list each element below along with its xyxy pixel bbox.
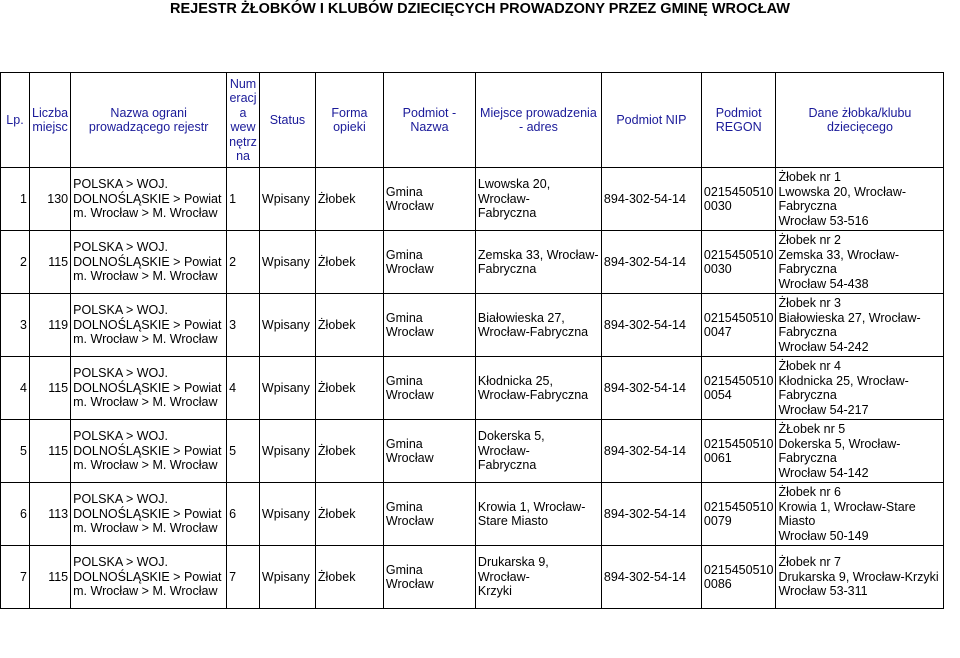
row-organ: POLSKA > WOJ. DOLNOŚLĄSKIE > Powiat m. Wrocław > M. Wrocław — [71, 546, 227, 609]
row-status: Wpisany — [259, 231, 315, 294]
table-row — [1, 294, 944, 357]
row-numeracja: 3 — [227, 294, 260, 357]
row-organ: POLSKA > WOJ. DOLNOŚLĄSKIE > Powiat m. Wrocław > M. Wrocław — [71, 168, 227, 231]
header-numeracja: Num eracj a wew nętrz na — [227, 73, 260, 168]
row-forma: Żłobek — [315, 357, 383, 420]
row-regon: 0215450510 0061 — [701, 420, 776, 483]
row-liczba-miejsc: 115 — [30, 357, 71, 420]
row-status: Wpisany — [259, 294, 315, 357]
row-dane: Żłobek nr 7 Drukarska 9, Wrocław-Krzyki Wrocław 53-311 — [776, 546, 944, 609]
row-numeracja: 6 — [227, 483, 260, 546]
row-miejsce: Dokerska 5, Wrocław- Fabryczna — [475, 420, 601, 483]
table-row — [1, 546, 944, 609]
row-miejsce: Zemska 33, Wrocław- Fabryczna — [475, 231, 601, 294]
row-nip: 894-302-54-14 — [601, 294, 701, 357]
row-numeracja: 5 — [227, 420, 260, 483]
table-row — [1, 231, 944, 294]
row-liczba-miejsc: 130 — [30, 168, 71, 231]
header-dane: Dane żłobka/klubu dziecięcego — [776, 73, 944, 168]
row-lp: 7 — [1, 546, 30, 609]
row-regon: 0215450510 0054 — [701, 357, 776, 420]
document-title: REJESTR ŻŁOBKÓW I KLUBÓW DZIECIĘCYCH PROWADZONY PRZEZ GMINĘ WROCŁAW — [169, 1, 790, 17]
row-podmiot: Gmina Wrocław — [383, 483, 475, 546]
row-liczba-miejsc: 119 — [30, 294, 71, 357]
row-dane: Żłobek nr 3 Białowieska 27, Wrocław- Fabryczna Wrocław 54-242 — [776, 294, 944, 357]
row-lp: 2 — [1, 231, 30, 294]
row-regon: 0215450510 0030 — [701, 231, 776, 294]
row-dane: Żłobek nr 2 Zemska 33, Wrocław-Fabryczna Wrocław 54-438 — [776, 231, 944, 294]
row-podmiot: Gmina Wrocław — [383, 357, 475, 420]
row-numeracja: 2 — [227, 231, 260, 294]
table-row — [1, 168, 944, 231]
row-organ: POLSKA > WOJ. DOLNOŚLĄSKIE > Powiat m. Wrocław > M. Wrocław — [71, 483, 227, 546]
row-lp: 3 — [1, 294, 30, 357]
row-lp: 4 — [1, 357, 30, 420]
header-forma: Forma opieki — [315, 73, 383, 168]
row-liczba-miejsc: 115 — [30, 546, 71, 609]
row-liczba-miejsc: 115 — [30, 231, 71, 294]
row-liczba-miejsc: 113 — [30, 483, 71, 546]
row-miejsce: Kłodnicka 25, Wrocław-Fabryczna — [475, 357, 601, 420]
row-dane: Żłobek nr 1 Lwowska 20, Wrocław- Fabryczna Wrocław 53-516 — [776, 168, 944, 231]
table-header-row — [1, 73, 944, 168]
table-row — [1, 483, 944, 546]
row-status: Wpisany — [259, 168, 315, 231]
row-regon: 0215450510 0047 — [701, 294, 776, 357]
row-lp: 1 — [1, 168, 30, 231]
row-podmiot: Gmina Wrocław — [383, 294, 475, 357]
row-podmiot: Gmina Wrocław — [383, 546, 475, 609]
row-podmiot: Gmina Wrocław — [383, 168, 475, 231]
row-miejsce: Lwowska 20, Wrocław- Fabryczna — [475, 168, 601, 231]
row-nip: 894-302-54-14 — [601, 357, 701, 420]
row-numeracja: 4 — [227, 357, 260, 420]
row-regon: 0215450510 0086 — [701, 546, 776, 609]
row-podmiot: Gmina Wrocław — [383, 420, 475, 483]
header-lp: Lp. — [1, 73, 30, 168]
row-numeracja: 1 — [227, 168, 260, 231]
row-forma: Żłobek — [315, 546, 383, 609]
header-miejsce: Miejsce prowadzenia - adres — [475, 73, 601, 168]
header-organ: Nazwa ograni prowadzącego rejestr — [71, 73, 227, 168]
row-forma: Żłobek — [315, 483, 383, 546]
row-liczba-miejsc: 115 — [30, 420, 71, 483]
header-podmiot-nazwa: Podmiot - Nazwa — [383, 73, 475, 168]
header-nip: Podmiot NIP — [601, 73, 701, 168]
row-status: Wpisany — [259, 357, 315, 420]
row-organ: POLSKA > WOJ. DOLNOŚLĄSKIE > Powiat m. Wrocław > M. Wrocław — [71, 420, 227, 483]
row-status: Wpisany — [259, 546, 315, 609]
row-forma: Żłobek — [315, 231, 383, 294]
row-regon: 0215450510 0030 — [701, 168, 776, 231]
row-lp: 5 — [1, 420, 30, 483]
row-miejsce: Drukarska 9, Wrocław- Krzyki — [475, 546, 601, 609]
row-lp: 6 — [1, 483, 30, 546]
header-status: Status — [259, 73, 315, 168]
row-organ: POLSKA > WOJ. DOLNOŚLĄSKIE > Powiat m. Wrocław > M. Wrocław — [71, 357, 227, 420]
row-organ: POLSKA > WOJ. DOLNOŚLĄSKIE > Powiat m. Wrocław > M. Wrocław — [71, 231, 227, 294]
header-regon: Podmiot REGON — [701, 73, 776, 168]
row-nip: 894-302-54-14 — [601, 168, 701, 231]
row-dane: Żłobek nr 4 Kłodnicka 25, Wrocław- Fabryczna Wrocław 54-217 — [776, 357, 944, 420]
row-forma: Żłobek — [315, 294, 383, 357]
row-forma: Żłobek — [315, 168, 383, 231]
row-forma: Żłobek — [315, 420, 383, 483]
registry-table — [0, 72, 944, 609]
row-numeracja: 7 — [227, 546, 260, 609]
header-liczba-miejsc: Liczba miejsc — [30, 73, 71, 168]
row-miejsce: Białowieska 27, Wrocław-Fabryczna — [475, 294, 601, 357]
row-nip: 894-302-54-14 — [601, 546, 701, 609]
row-nip: 894-302-54-14 — [601, 231, 701, 294]
table-row — [1, 357, 944, 420]
row-status: Wpisany — [259, 483, 315, 546]
row-status: Wpisany — [259, 420, 315, 483]
row-organ: POLSKA > WOJ. DOLNOŚLĄSKIE > Powiat m. Wrocław > M. Wrocław — [71, 294, 227, 357]
row-dane: Żłobek nr 6 Krowia 1, Wrocław-Stare Miasto Wrocław 50-149 — [776, 483, 944, 546]
row-dane: ŻŁobek nr 5 Dokerska 5, Wrocław-Fabryczna Wrocław 54-142 — [776, 420, 944, 483]
row-nip: 894-302-54-14 — [601, 483, 701, 546]
table-row — [1, 420, 944, 483]
row-podmiot: Gmina Wrocław — [383, 231, 475, 294]
row-nip: 894-302-54-14 — [601, 420, 701, 483]
row-miejsce: Krowia 1, Wrocław- Stare Miasto — [475, 483, 601, 546]
row-regon: 0215450510 0079 — [701, 483, 776, 546]
